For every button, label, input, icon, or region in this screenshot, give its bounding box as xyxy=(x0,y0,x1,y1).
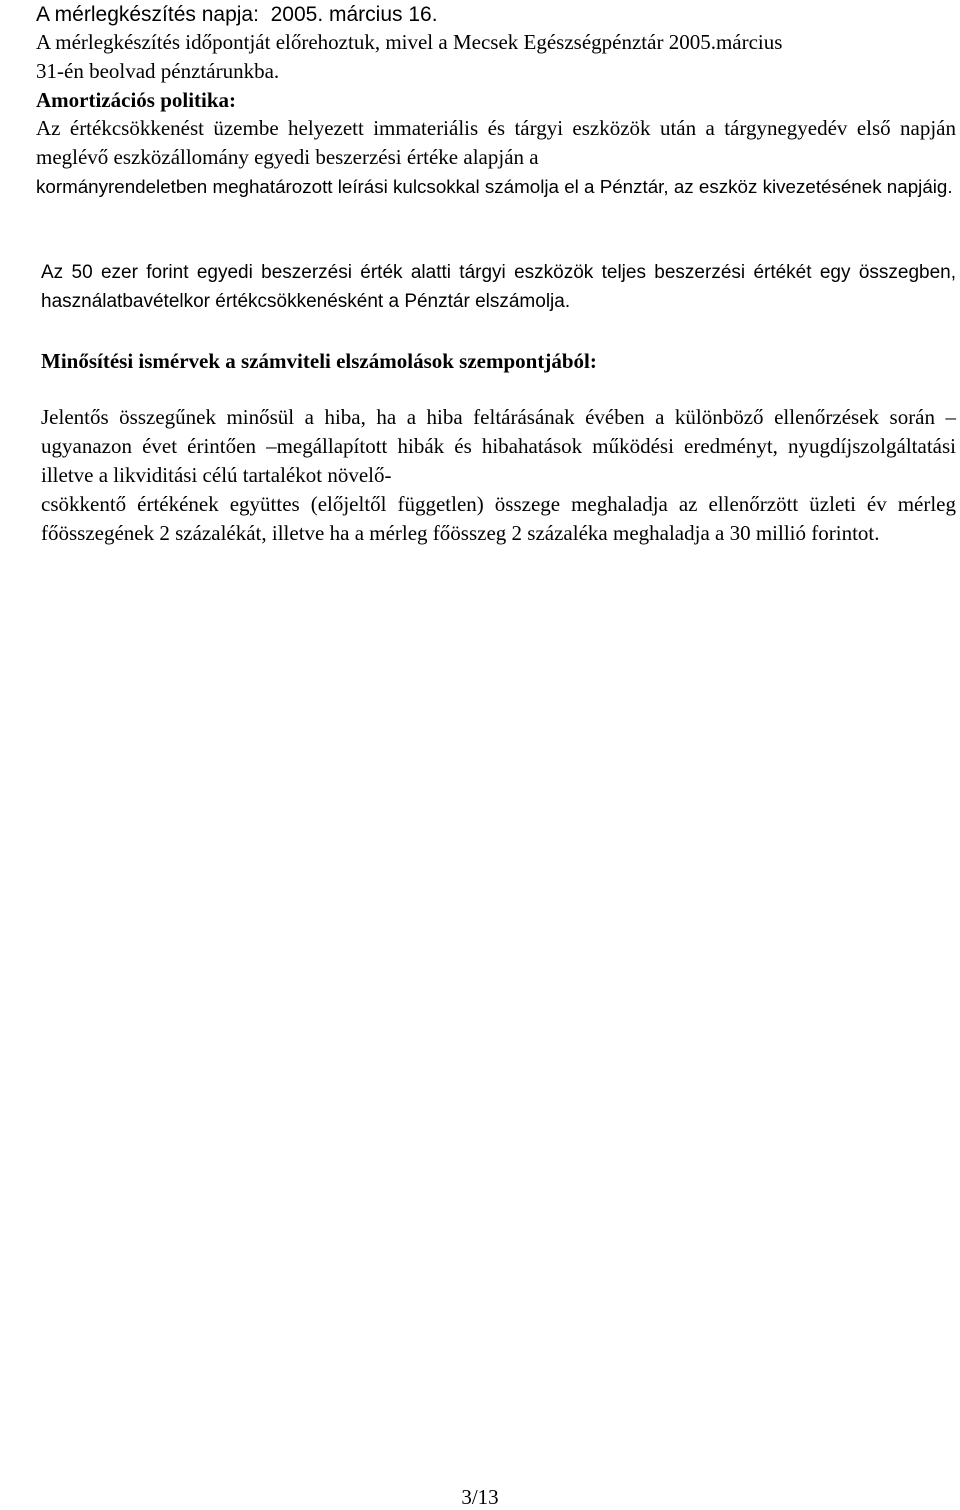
qualification-line-5: üzleti év mérleg főösszegének 2 százalékát, illetve ha a mérleg főösszeg 2 százaléka xyxy=(41,492,957,545)
low-value-line-1: Az 50 ezer forint egyedi beszerzési érték alatti tárgyi eszközök teljes beszerzési értékét xyxy=(41,262,812,283)
amortization-line-2: tárgynegyedév első napján meglévő eszközállomány egyedi beszerzési értéke alapján a xyxy=(36,116,957,169)
qualification-line-3: működési eredményt, nyugdíjszolgáltatási illetve a likviditási célú tartalékot növelő- xyxy=(41,434,956,487)
balance-date-label: A mérlegkészítés napja: xyxy=(36,3,259,26)
amortization-line-4: kivezetésének napjáig. xyxy=(762,176,953,197)
low-value-assets-paragraph xyxy=(41,258,956,316)
balance-date-line xyxy=(36,2,936,28)
qualification-line-2: ellenőrzések során – ugyanazon évet érintően –megállapított hibák és hibahatások xyxy=(41,405,957,458)
low-value-line-2: egy összegben, használatbavételkor értékcsökkenésként a Pénztár elszámolja. xyxy=(41,262,957,312)
qualification-line-6: meghaladja a 30 millió forintot. xyxy=(612,521,880,545)
qualification-paragraph xyxy=(41,403,956,548)
amortization-paragraph-serif xyxy=(36,114,956,172)
amortization-heading: Amortizációs politika: xyxy=(36,88,237,112)
page-number: 3/13 xyxy=(461,1485,499,1509)
balance-date-note-line-2: 31-én beolvad pénztárunkba. xyxy=(36,59,280,83)
qualification-heading: Minősítési ismérvek a számviteli elszámolások szempontjából: xyxy=(41,349,597,373)
amortization-line-3: kormányrendeletben meghatározott leírási kulcsokkal számolja el a Pénztár, az eszköz xyxy=(36,176,758,197)
balance-date-note xyxy=(36,28,956,86)
balance-date-note-line-1: A mérlegkészítés időpontját előrehoztuk, mivel a Mecsek Egészségpénztár 2005.március xyxy=(36,30,783,54)
amortization-line-1: Az értékcsökkenést üzembe helyezett immateriális és tárgyi eszközök után a xyxy=(36,116,715,140)
balance-date-value: 2005. március 16. xyxy=(270,3,438,26)
amortization-paragraph-sans xyxy=(36,172,956,201)
qualification-line-1: Jelentős összegűnek minősül a hiba, ha a hiba feltárásának évében a különböző xyxy=(41,405,764,429)
qualification-line-4: csökkentő értékének együttes (előjeltől független) összege meghaladja az ellenőrzött xyxy=(41,492,799,516)
